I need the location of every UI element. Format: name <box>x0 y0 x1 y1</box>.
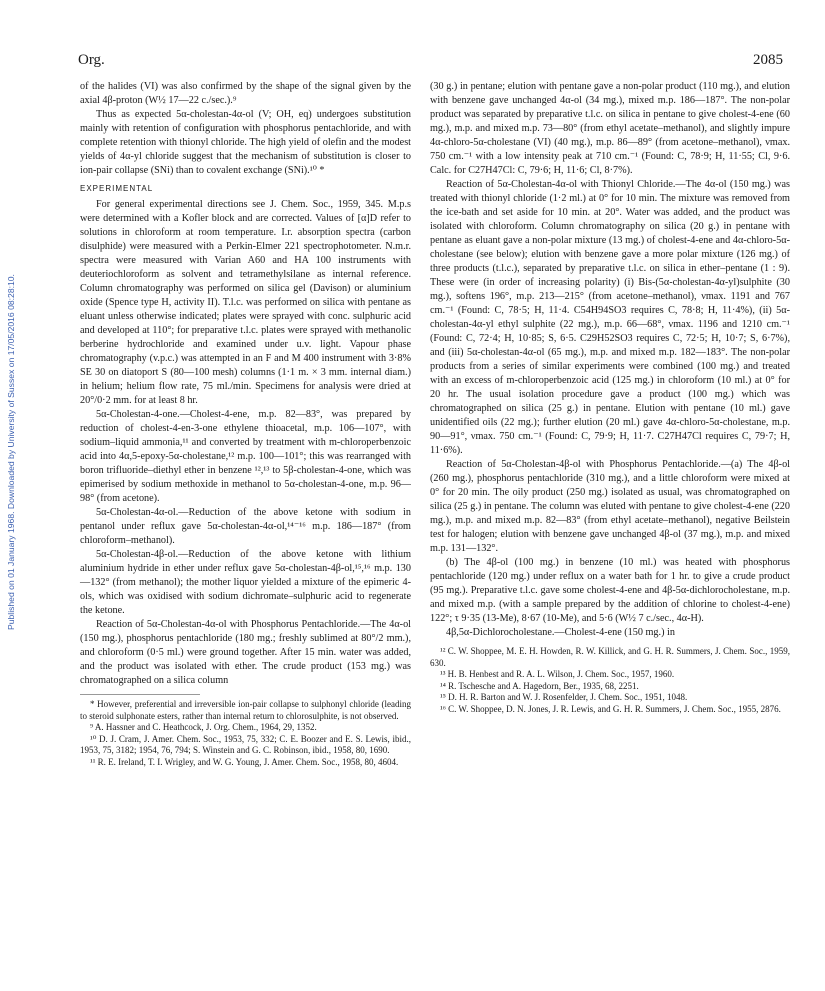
footnote: ⁹ A. Hassner and C. Heathcock, J. Org. Chem., 1964, 29, 1352. <box>90 722 317 732</box>
paragraph: 5α-Cholestan-4α-ol.—Reduction of the above ketone with sodium in pentanol under reflux gave 5α-cholestan-4α-ol,¹⁴⁻¹⁶ m.p. 186—187° (from chloroform–methanol). <box>80 507 411 546</box>
footnote: ¹¹ R. E. Ireland, T. I. Wrigley, and W. G. Young, J. Amer. Chem. Soc., 1958, 80, 4604. <box>90 756 399 767</box>
footnote: ¹³ H. B. Henbest and R. A. L. Wilson, J. Chem. Soc., 1957, 1960. <box>440 669 675 679</box>
paragraph: Reaction of 5α-Cholestan-4α-ol with Phosphorus Pentachloride.—The 4α-ol (150 mg.), phosphorus pentachloride (180 mg.; freshly sublimed at 80°/2 mm.), and chloroform (0·5 ml.) were ground together. After 15 min. water was added, and the product was isolated with ether. The crude product (153 mg.) was chromatographed on a silica column <box>80 619 411 686</box>
paragraph: Reaction of 5α-Cholestan-4α-ol with Thionyl Chloride.—The 4α-ol (150 mg.) was treated with thionyl chloride (1·2 ml.) at 0° for 10 min. The mixture was removed from the ice-bath and set aside for 10 min. at 20°. Water was added, and the product was isolated with chloroform. Column chromatography on silica (20 g.) in pentane with pentane as eluant gave a non-polar mixture (13 mg.) of cholest-4-ene and 4α-chloro-5α-cholestane (see below); elution with benzene gave a more polar mixture (126 mg.) of three products (t.l.c.), separated by preparative t.l.c. on silica in ether–pentane (1 : 9). These were (in order of increasing polarity) (i) Bis-(5α-cholestan-4α-yl)sulphite (30 mg.), softens 196°, m.p. 213—215° (from acetone–methanol), νmax. 1191 and 767 cm.⁻¹ (Found: C, 78·5; H, 11·4. C54H94SO3 requires C, 78·8; H, 11·4%), (ii) 5α-cholestan-4α-yl ethyl sulphite (22 mg.), m.p. 66—68°, νmax. 1196 and 1210 cm.⁻¹ (Found: C, 72·4; H, 10·85; S, 6·5. C29H52SO3 requires C, 72·5; H, 10·7; S, 6·7%), and (iii) 5α-cholestan-4α-ol (65 mg.), m.p. and mixed m.p. 182—183°. The non-polar products from a series of similar experiments were combined (100 mg.) and treated with an excess of m-chloroperbenzoic acid (125 mg.) in chloroform (10 ml.) at 0° for 20 hr. The usual isolation procedure gave a product (100 mg.) which was chromatographed on silica (25 g.) in pentane. Elution with pentane (10 ml.) gave unidentified oils (22 mg.); further elution (20 ml.) gave 4α-chloro-5α-cholestane, m.p. 90—91°, νmax. 750 cm.⁻¹ (Found: C, 79·9; H, 11·7. C27H47Cl requires C, 79·7; H, 11·6%). <box>430 179 790 456</box>
section-heading: EXPERIMENTAL <box>80 184 154 193</box>
footnotes <box>430 646 790 715</box>
right-column <box>430 80 790 715</box>
download-stamp-text: Published on 01 January 1968. Downloaded by University of Sussex on 17/05/2016 08:28:10. <box>6 274 16 630</box>
footnote: ¹⁰ D. J. Cram, J. Amer. Chem. Soc., 1953, 75, 332; C. E. Boozer and E. S. Lewis, ibid., 1953, 75, 3182; 1954, 76, 794; S. Winstein and G. C. Robinson, ibid., 1958, 80, 1690. <box>80 733 411 755</box>
journal-header: Org. <box>78 52 105 68</box>
paragraph: Thus as expected 5α-cholestan-4α-ol (V; OH, eq) undergoes substitution mainly with retention of configuration with phosphorus pentachloride, and with complete retention with thionyl chloride. The high yield of olefin and the modest yields of 4α-yl chloride suggest that the mechanism of substitution is closer to ion-pair collapse (SNi) than to covalent exchange (SNi).¹⁰ * <box>80 109 411 176</box>
footnote: ¹⁶ C. W. Shoppee, D. N. Jones, J. R. Lewis, and G. H. R. Summers, J. Chem. Soc., 1955, 2876. <box>440 703 781 714</box>
paragraph: of the halides (VI) was also confirmed by the shape of the signal given by the axial 4β-proton (W½ 17—22 c./sec.).⁹ <box>80 81 411 106</box>
paragraph: (b) The 4β-ol (100 mg.) in benzene (10 ml.) was heated with phosphorus pentachloride (120 mg.) under reflux on a water bath for 1 hr. to give a crude product (95 mg.). Preparative t.l.c. gave some cholest-4-ene and 4β-5α-dichlorocholestane, m.p. and mixed m.p. (with a sample prepared by the addition of chlorine to cholest-4-ene) 122°; τ 9·35 (13-Me), 8·67 (10-Me), and 5·6 (W½ 7 c./sec., 4α-H). <box>430 557 790 624</box>
paragraph: 4β,5α-Dichlorocholestane.—Cholest-4-ene (150 mg.) in <box>446 627 675 638</box>
footnote: ¹⁵ D. H. R. Barton and W. J. Rosenfelder, J. Chem. Soc., 1951, 1048. <box>440 692 688 702</box>
left-column <box>80 80 411 768</box>
footnote: ¹⁴ R. Tschesche and A. Hagedorn, Ber., 1935, 68, 2251. <box>440 680 639 691</box>
paragraph: 5α-Cholestan-4-one.—Cholest-4-ene, m.p. 82—83°, was prepared by reduction of cholest-4-en-3-one ethylene thioacetal, m.p. 106—107°, with sodium–liquid ammonia,¹¹ and converted by treatment with m-chloroperbenzoic acid into 4α,5-epoxy-5α-cholestane,¹² m.p. 100—101°; this was rearranged with boron trifluoride–diethyl ether in benzene ¹²,¹³ to 5β-cholestan-4-one, which was epimerised by sodium methoxide in methanol to 5α-cholestan-4-one, m.p. 96—98° (from acetone). <box>80 409 411 504</box>
paragraph: Reaction of 5α-Cholestan-4β-ol with Phosphorus Pentachloride.—(a) The 4β-ol (260 mg.), phosphorus pentachloride (310 mg.), and a little chloroform were mixed at 0° for 20 min. The oily product (250 mg.) isolated as usual, was chromatographed on silica (25 g.) in pentane. The column was eluted with pentane to give cholest-4-ene (220 mg.), m.p. and mixed m.p. 82—83° (from ethyl acetate–methanol), negative Beilstein test for halogen; elution with benzene gave unchanged 4β-ol (37 mg.), m.p. and mixed m.p. 131—132°. <box>430 459 790 554</box>
page-number: 2085 <box>753 52 783 68</box>
paragraph: (30 g.) in pentane; elution with pentane gave a non-polar product (110 mg.), and elution with benzene gave unchanged 4α-ol (34 mg.), mixed m.p. 186—187°. The non-polar product was separated by preparative t.l.c. on silica in pentane to give cholest-4-ene (60 mg.), m.p. and mixed m.p. 73—80° (from ethyl acetate–methanol), and slightly impure 4α-chloro-5α-cholestane (VI) (40 mg.), m.p. 86—89° (from acetone–methanol), νmax. 750 cm.⁻¹ with a low intensity peak at 710 cm.⁻¹ (Found: C, 78·9; H, 11·55; Cl, 9·6. Calc. for C27H47Cl: C, 79·6; H, 11·6; Cl, 8·7%). <box>430 81 790 176</box>
footnotes <box>80 699 411 768</box>
footnote-rule <box>80 694 200 695</box>
download-stamp <box>6 160 18 630</box>
footnote: * However, preferential and irreversible ion-pair collapse to sulphonyl chloride (leading to steroid sulphonate esters, rather than internal return to chlorosulphite, is not observed. <box>80 699 411 721</box>
paragraph: For general experimental directions see J. Chem. Soc., 1959, 345. M.p.s were determined with a Kofler block and are corrected. Values of [α]D refer to solutions in chloroform at room temperature. I.r. absorption spectra (carbon disulphide) were measured with a Perkin-Elmer 221 spectrophotometer. N.m.r. spectra were measured with Varian A60 and HA 100 instruments with deuteriochloroform as solvent and tetramethylsilane as internal reference. Column chromatography was performed on silica gel (Davison) or aluminium oxide (Spence type H, activity II). T.l.c. was performed on silica with pentane as eluant unless otherwise indicated; plates were sprayed with conc. sulphuric acid and developed at 110°; for preparative t.l.c. plates were sprayed with methanolic berberine hydrochloride and examined under u.v. light. Vapour phase chromatography (v.p.c.) was attempted in an F and M 400 instrument with 3·8% SE 30 on diatoport S (80—100 mesh) columns (1·1 m. × 3 mm. internal diam.) in helium; helium flow rate, 75 ml./min. Specimens for analysis were dried at 20°/0·2 mm. for at least 8 hr. <box>80 199 411 406</box>
paragraph: 5α-Cholestan-4β-ol.—Reduction of the above ketone with lithium aluminium hydride in ether under reflux gave 5α-cholestan-4β-ol,¹⁵,¹⁶ m.p. 130—132° (from methanol); the mother liquor yielded a mixture of the epimeric 4-ols, which was oxidised with sodium dichromate–sulphuric acid to regenerate the ketone. <box>80 549 411 616</box>
footnote: ¹² C. W. Shoppee, M. E. H. Howden, R. W. Killick, and G. H. R. Summers, J. Chem. Soc., 1959, 630. <box>430 646 790 668</box>
